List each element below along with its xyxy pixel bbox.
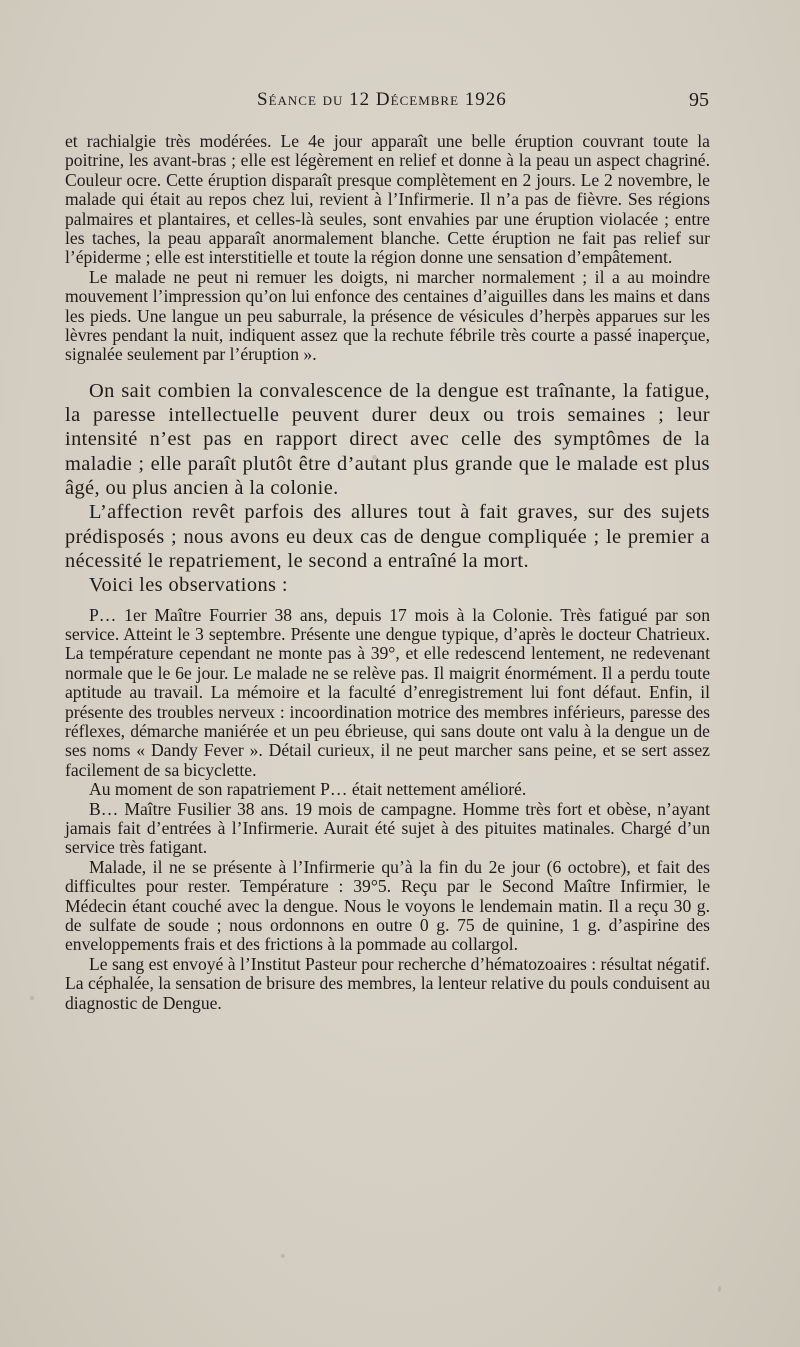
observation-b-treatment: Malade, il ne se présente à l’Infirmerie qu’à la fin du 2e jour (6 octobre), et fait des difficultes pour rester. Température : 39°5. Reçu par le Second Maître Infirmier, le Médecin étant couché avec la dengue. Nous le voyons le lendemain matin. Il a reçu 30 g. de sulfate de soude ; nous ordonnons en outre 0 g. 75 de quinine, 1 g. d’aspirine des enveloppements frais et des frictions à la pommade au collargol.: [65, 856, 710, 955]
paragraph-symptoms: Le malade ne peut ni remuer les doigts, ni marcher normalement ; il a au moindre mouvement l’impression qu’on lui enfonce des centaines d’aiguilles dans les mains et dans les pieds. Une langue un peu saburrale, la présence de vésicules d’herpès apparues sur les lèvres pendant la nuit, indiquent assez que la rechute fébrile très courte a passé inaperçue, signalée seulement par l’éruption ».: [65, 266, 710, 365]
page-number: 95: [689, 89, 709, 111]
paper-speck: [281, 1254, 285, 1258]
paper-speck: [718, 1286, 721, 1292]
paragraph-observations-intro: Voici les observations :: [89, 574, 288, 597]
body-text: [65, 132, 710, 1013]
observation-b: B… Maître Fusilier 38 ans. 19 mois de campagne. Homme très fort et obèse, n’ayant jamais fait d’entrées à l’Infirmerie. Aurait été sujet à des pituites matinales. Chargé d’un service très fatigant.: [65, 798, 710, 858]
observation-p: P… 1er Maître Fourrier 38 ans, depuis 17 mois à la Colonie. Très fatigué par son service. Atteint le 3 septembre. Présente une dengue typique, d’après le docteur Chatrieux. La température cependant ne monte pas à 39°, et elle redescend lentement, ne redevenant normale que le 6e jour. Le malade ne se relève pas. Il maigrit énormément. Il a perdu toute aptitude au travail. La mémoire et la faculté d’enregistrement lui font défaut. Enfin, il présente des troubles nerveux : incoordination motrice des membres inférieurs, paresse des réflexes, démarche maniérée et un peu ébrieuse, qui sans doute ont valu à la dengue un de ses noms « Dandy Fever ». Détail curieux, il ne peut marcher sans peine, et se sert assez facilement de sa bicyclette.: [65, 604, 710, 780]
paper-speck: [372, 455, 377, 460]
page-header: [0, 87, 800, 117]
paragraph-eruption-description: et rachialgie très modérées. Le 4e jour apparaît une belle éruption couvrant toute la poitrine, les avant-bras ; elle est légèrement en relief et donne à la peau un aspect chagriné. Couleur ocre. Cette éruption disparaît presque complètement en 2 jours. Le 2 novembre, le malade qui était au repos chez lui, revient à l’Infirmerie. Il n’a pas de fièvre. Ses régions palmaires et plantaires, et celles-là seules, sont envahies par une éruption violacée ; entre les taches, la peau apparaît anormalement blanche. Cette éruption ne fait pas relief sur l’épiderme ; elle est interstitielle et toute la région donne une sensation d’empâtement.: [65, 131, 710, 268]
running-head: Séance du 12 Décembre 1926: [257, 89, 507, 110]
observation-p-outcome: Au moment de son rapatriement P… était nettement amélioré.: [89, 779, 527, 800]
paragraph-convalescence: On sait combien la convalescence de la dengue est traînante, la fatigue, la paresse intellectuelle peuvent durer deux ou trois semaines ; leur intensité n’est pas en rapport direct avec celle des symptômes de la maladie ; elle paraît plutôt être d’autant plus grande que le malade est plus âgé, ou plus ancien à la colonie.: [65, 379, 710, 500]
paper-speck: [30, 996, 34, 1000]
observation-b-diagnosis: Le sang est envoyé à l’Institut Pasteur pour recherche d’hématozoaires : résultat négatif. La céphalée, la sensation de brisure des membres, la lenteur relative du pouls conduisent au diagnostic de Dengue.: [65, 953, 710, 1013]
paragraph-grave-cases: L’affection revêt parfois des allures tout à fait graves, sur des sujets prédisposés ; nous avons eu deux cas de dengue compliquée ; le premier a nécessité le repatriement, le second a entraîné la mort.: [65, 501, 710, 572]
